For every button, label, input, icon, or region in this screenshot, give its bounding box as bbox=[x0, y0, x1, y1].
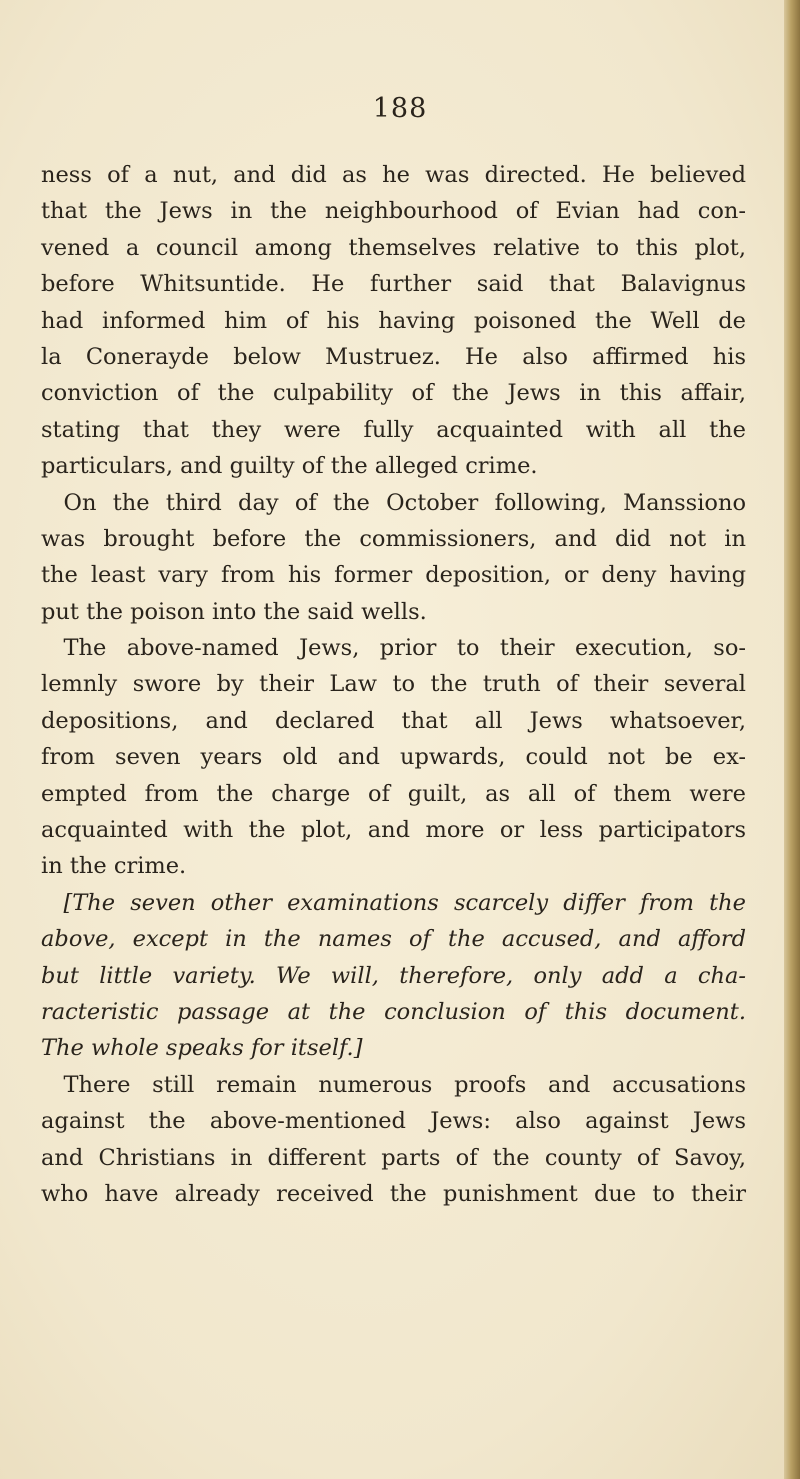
text-line: vened a council among themselves relative to this plot, bbox=[41, 234, 746, 261]
body-text bbox=[41, 157, 746, 1212]
text-line: acquainted with the plot, and more or less participators bbox=[41, 817, 746, 844]
text-line: and Christians in different parts of the county of Savoy, bbox=[41, 1144, 746, 1171]
text-line: against the above-mentioned Jews: also against Jews bbox=[41, 1108, 746, 1135]
text-line: racteristic passage at the conclusion of this document. bbox=[41, 998, 746, 1025]
text-line: that the Jews in the neighbourhood of Evian had con- bbox=[41, 198, 746, 225]
text-line: stating that they were fully acquainted with all the bbox=[41, 416, 746, 443]
text-line: had informed him of his having poisoned the Well de bbox=[41, 307, 746, 334]
text-line: conviction of the culpability of the Jews in this affair, bbox=[41, 380, 746, 407]
text-line: depositions, and declared that all Jews whatsoever, bbox=[41, 707, 746, 734]
text-line: from seven years old and upwards, could not be ex- bbox=[41, 744, 746, 771]
text-line: the least vary from his former deposition, or deny having bbox=[41, 562, 746, 589]
text-line: The above-named Jews, prior to their execution, so- bbox=[41, 635, 746, 662]
text-line: particulars, and guilty of the alleged crime. bbox=[41, 453, 538, 480]
text-line: who have already received the punishment due to their bbox=[41, 1180, 746, 1207]
page-number: 188 bbox=[372, 93, 428, 124]
text-line: was brought before the commissioners, and did not in bbox=[41, 525, 746, 552]
text-line: There still remain numerous proofs and accusations bbox=[41, 1071, 746, 1098]
text-line: but little variety. We will, therefore, only add a cha- bbox=[41, 962, 746, 989]
text-line: put the poison into the said wells. bbox=[41, 598, 427, 625]
text-line: above, except in the names of the accused, and afford bbox=[41, 926, 746, 953]
text-line: empted from the charge of guilt, as all of them were bbox=[41, 780, 746, 807]
text-line: On the third day of the October following, Manssiono bbox=[41, 489, 746, 516]
page-edge bbox=[784, 0, 800, 1479]
text-line: lemnly swore by their Law to the truth of their several bbox=[41, 671, 746, 698]
text-line: [The seven other examinations scarcely differ from the bbox=[41, 889, 746, 916]
text-line: ness of a nut, and did as he was directed. He believed bbox=[41, 162, 746, 188]
text-line: The whole speaks for itself.] bbox=[41, 1035, 363, 1062]
text-line: la Conerayde below Mustruez. He also affirmed his bbox=[41, 343, 746, 370]
text-line: in the crime. bbox=[41, 853, 187, 880]
text-line: before Whitsuntide. He further said that Balavignus bbox=[41, 271, 746, 298]
